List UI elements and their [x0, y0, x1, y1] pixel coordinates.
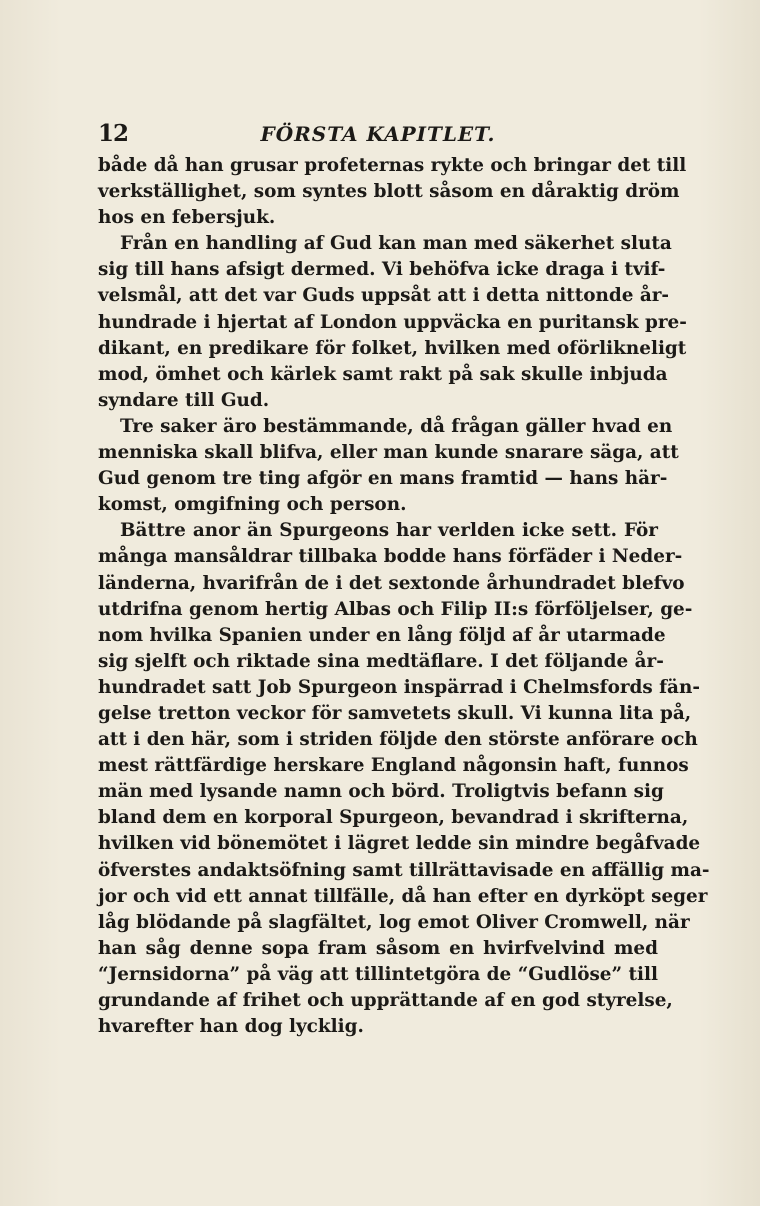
text-line: komst, omgifning och person. [98, 494, 407, 516]
text-line: länderna, hvarifrån de i det sextonde århundradet blefvo [98, 572, 685, 594]
page-header [98, 120, 658, 150]
text-line: grundande af frihet och upprättande af en god styrelse, [98, 990, 673, 1011]
running-head: FÖRSTA KAPITLET. [260, 122, 496, 146]
text-line: syndare till Gud. [98, 389, 270, 411]
text-line: utdrifna genom hertig Albas och Filip II:s förföljelser, ge- [98, 598, 693, 620]
body-text [98, 153, 710, 1040]
page-number: 12 [98, 120, 129, 147]
text-line: mest rättfärdige herskare England någonsin haft, funnos [98, 755, 689, 777]
text-line: han såg denne sopa fram såsom en hvirfvelvind med [98, 937, 658, 959]
text-line: mod, ömhet och kärlek samt rakt på sak skulle inbjuda [98, 363, 668, 385]
text-line: män med lysande namn och börd. Troligtvis befann sig [98, 781, 664, 803]
text-line: sig sjelft och riktade sina medtäflare. I det följande år- [98, 650, 664, 672]
text-line: verkställighet, som syntes blott såsom en dåraktig dröm [98, 181, 680, 203]
text-line: hvilken vid bönemötet i lägret ledde sin mindre begåfvade [98, 833, 701, 855]
text-line: sig till hans afsigt dermed. Vi behöfva icke draga i tvif- [98, 259, 666, 281]
text-line: många mansåldrar tillbaka bodde hans förfäder i Neder- [98, 546, 683, 568]
text-line: hvarefter han dog lycklig. [98, 1016, 364, 1038]
text-line: låg blödande på slagfältet, log emot Oliver Cromwell, när [98, 911, 690, 933]
text-line: öfverstes andaktsöfning samt tillrättavisade en affällig ma- [98, 859, 710, 881]
text-line: att i den här, som i striden följde den störste anförare och [98, 729, 698, 751]
text-line: menniska skall blifva, eller man kunde snarare säga, att [98, 442, 679, 464]
text-line: Bättre anor än Spurgeons har verlden icke sett. För [120, 520, 658, 542]
text-line: dikant, en predikare för folket, hvilken med oförlikneligt [98, 337, 687, 359]
text-line: hundradet satt Job Spurgeon inspärrad i Chelmsfords fän- [98, 676, 700, 698]
text-line: gelse tretton veckor för samvetets skull. Vi kunna lita på, [98, 702, 692, 724]
text-line: nom hvilka Spanien under en lång följd af år utarmade [98, 624, 666, 646]
text-line: både då han grusar profeternas rykte och bringar det till [98, 155, 687, 176]
text-line: Tre saker äro bestämmande, då frågan gäller hvad en [120, 415, 673, 437]
text-line: hundrade i hjertat af London uppväcka en puritansk pre- [98, 311, 687, 333]
text-line: hos en febersjuk. [98, 207, 276, 229]
text-line: velsmål, att det var Guds uppsåt att i detta nittonde år- [98, 285, 670, 307]
text-line: Gud genom tre ting afgör en mans framtid — hans här- [98, 468, 668, 490]
text-line: Från en handling af Gud kan man med säkerhet sluta [120, 233, 672, 255]
text-line: “Jernsidorna” på väg att tillintetgöra de “Gudlöse” till [98, 963, 658, 985]
text-line: jor och vid ett annat tillfälle, då han efter en dyrköpt seger [98, 885, 708, 907]
text-line: bland dem en korporal Spurgeon, bevandrad i skrifterna, [98, 807, 689, 829]
